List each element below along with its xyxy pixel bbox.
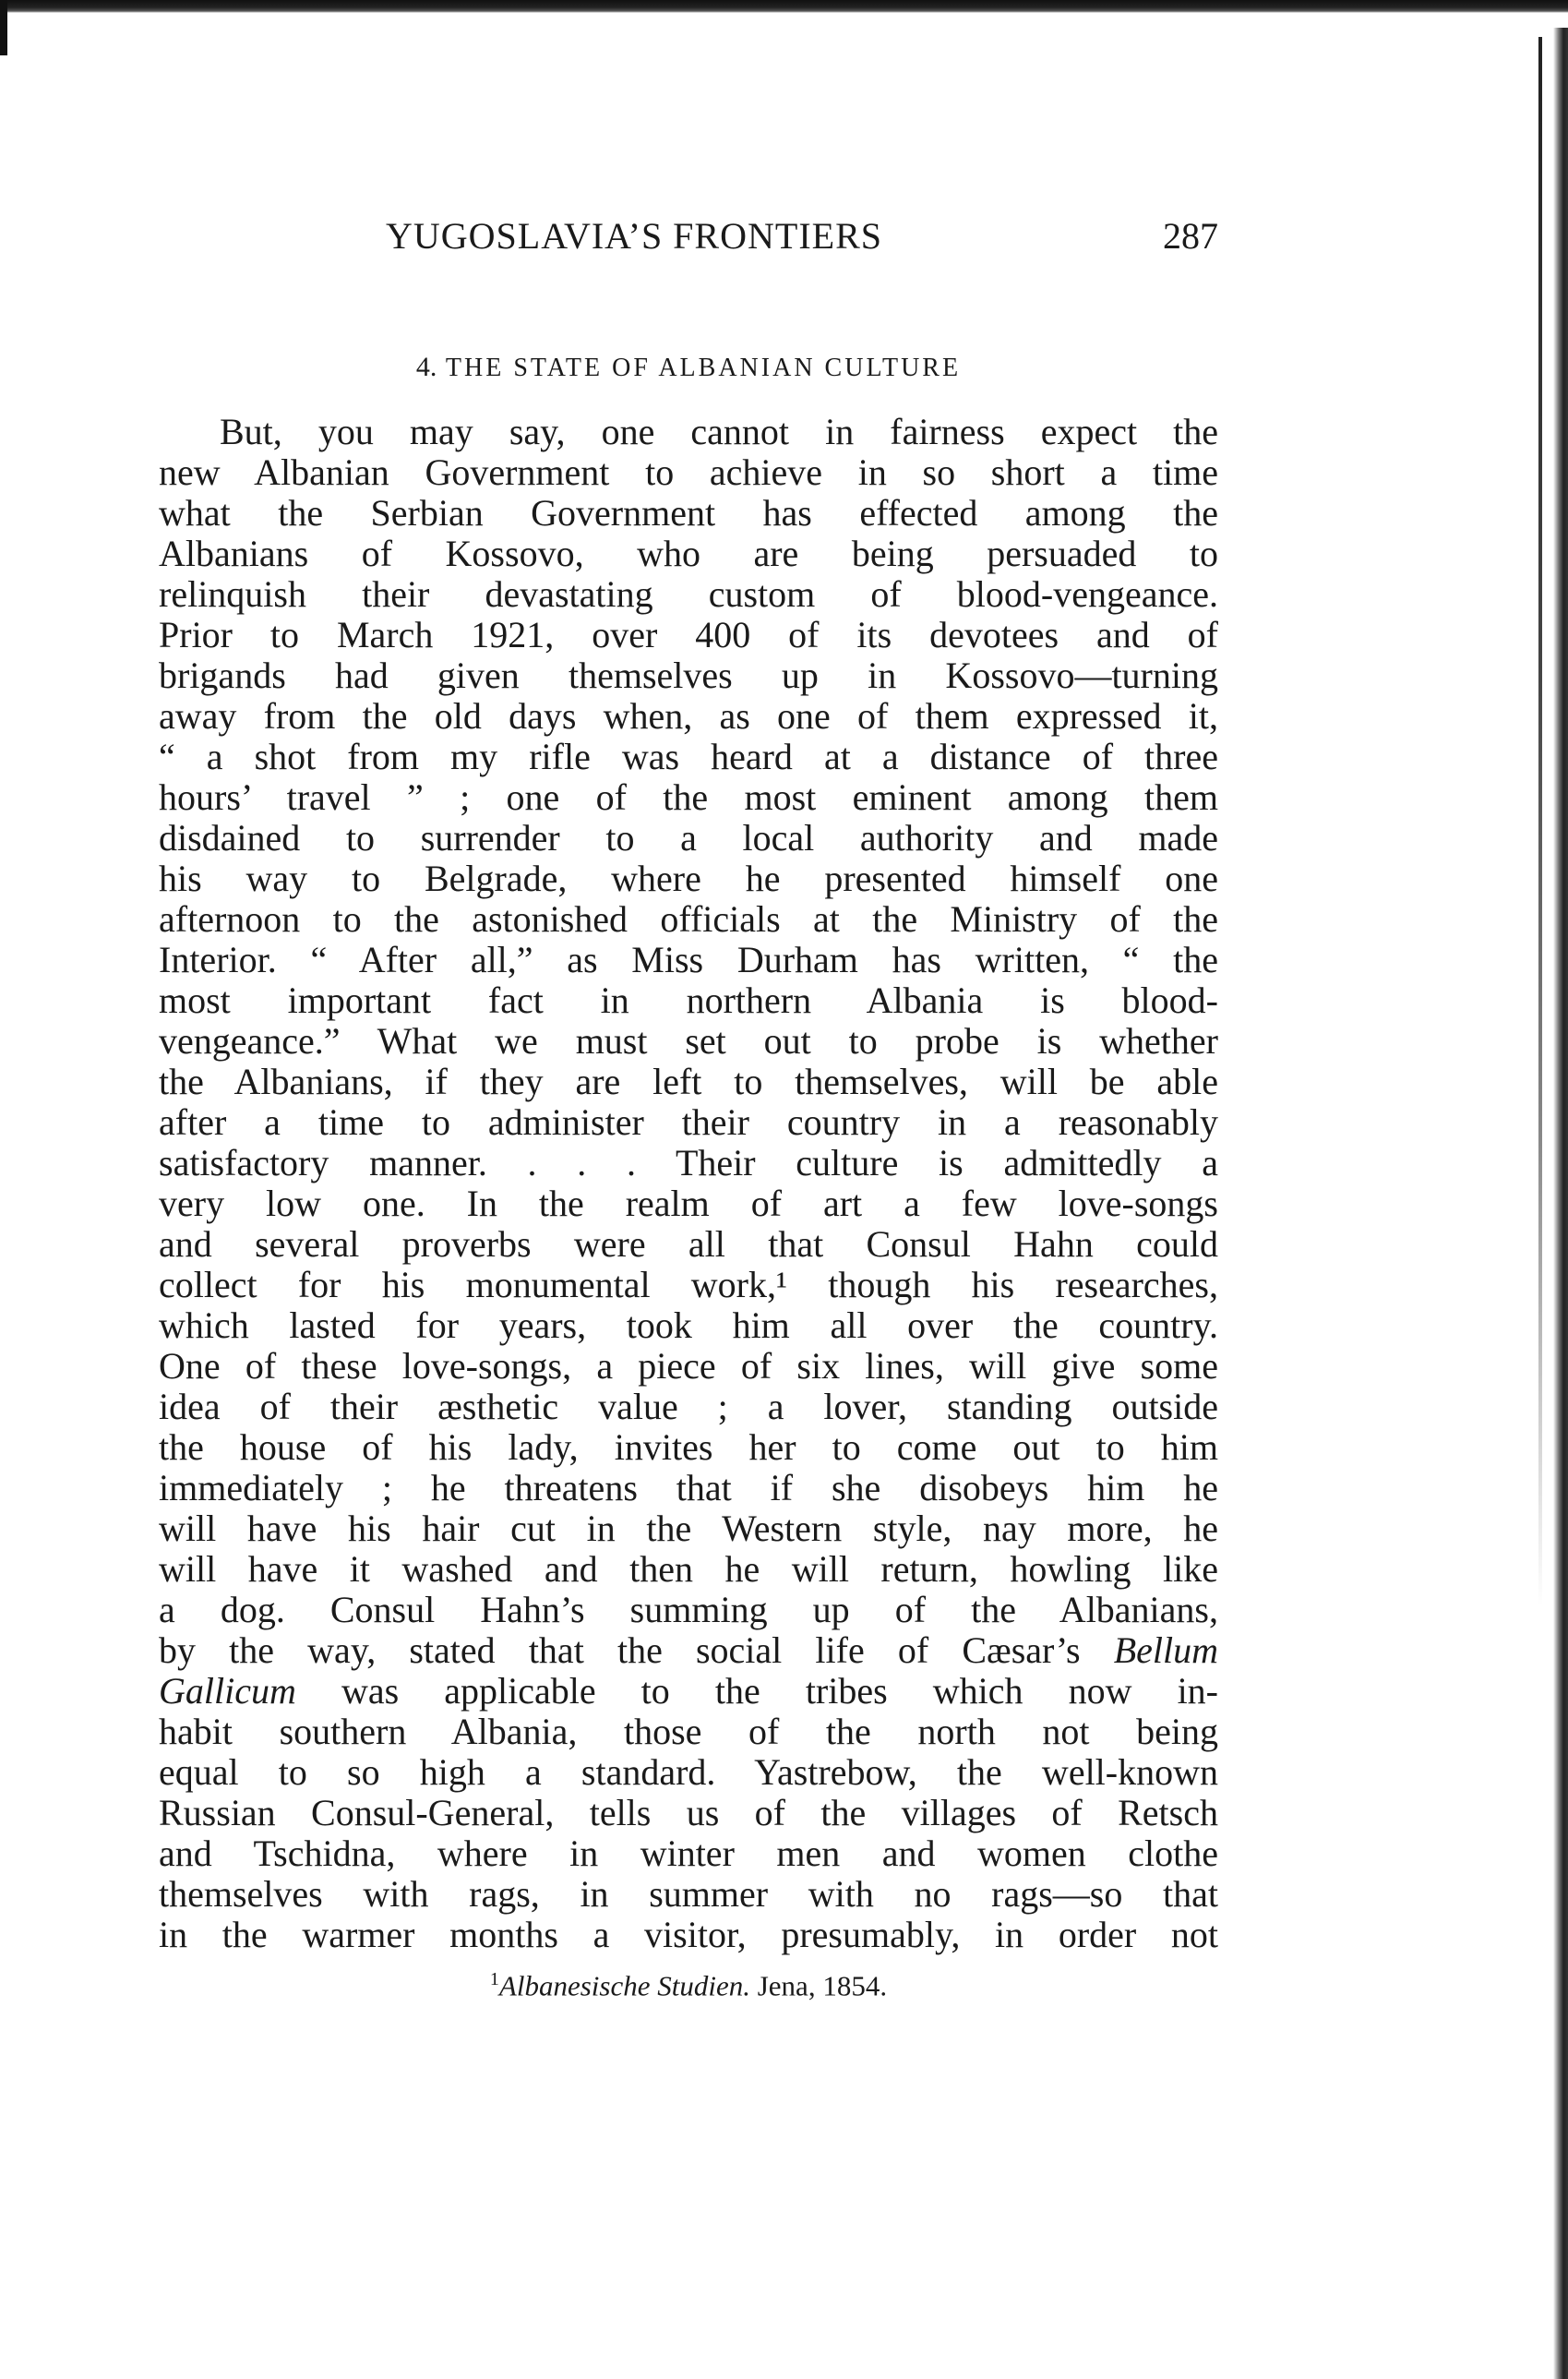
body-line: and Tschidna, where in winter men and women clothe: [159, 1832, 1218, 1874]
scan-edge-top: [0, 0, 1568, 13]
body-line: Russian Consul-General, tells us of the villages of Retsch: [159, 1792, 1218, 1833]
body-line: away from the old days when, as one of them expressed it,: [159, 695, 1218, 737]
body-line: hours’ travel ” ; one of the most eminent among them: [159, 776, 1218, 818]
body-line: Gallicum was applicable to the tribes which now in-: [159, 1670, 1218, 1712]
body-line: a dog. Consul Hahn’s summing up of the Albanians,: [159, 1589, 1218, 1630]
body-line: the Albanians, if they are left to themselves, will be able: [159, 1061, 1218, 1102]
body-line: will have his hair cut in the Western style, nay more, he: [159, 1508, 1218, 1549]
body-line: Albanians of Kossovo, who are being persuaded to: [159, 533, 1218, 574]
body-line: afternoon to the astonished officials at the Ministry of the: [159, 898, 1218, 940]
body-paragraph: [159, 412, 1218, 1955]
body-line: themselves with rags, in summer with no rags—so that: [159, 1873, 1218, 1915]
body-line: Prior to March 1921, over 400 of its devotees and of: [159, 614, 1218, 655]
page-number: 287: [1163, 215, 1218, 257]
body-line: equal to so high a standard. Yastrebow, the well-known: [159, 1751, 1218, 1793]
footnote: [159, 1969, 1218, 2002]
body-line: most important fact in northern Albania is blood-: [159, 979, 1218, 1021]
running-head: [159, 214, 1218, 260]
body-line: the house of his lady, invites her to come out to him: [159, 1426, 1218, 1468]
scan-edge-right-bar: [1538, 37, 1542, 1606]
body-line: relinquish their devastating custom of blood-vengeance.: [159, 573, 1218, 615]
body-line: by the way, stated that the social life of Cæsar’s Bellum: [159, 1629, 1218, 1671]
body-line: new Albanian Government to achieve in so short a time: [159, 451, 1218, 493]
body-line: and several proverbs were all that Consul Hahn could: [159, 1223, 1218, 1265]
body-line: Interior. “ After all,” as Miss Durham has written, “ the: [159, 939, 1218, 980]
body-line: One of these love-songs, a piece of six lines, will give some: [159, 1345, 1218, 1387]
body-line: after a time to administer their country in a reasonably: [159, 1101, 1218, 1143]
body-line: will have it washed and then he will return, howling like: [159, 1548, 1218, 1590]
body-line: which lasted for years, took him all over the country.: [159, 1304, 1218, 1346]
body-line: in the warmer months a visitor, presumably, in order not: [159, 1914, 1218, 1955]
body-line: But, you may say, one cannot in fairness expect the: [220, 411, 1218, 452]
footnote-marker: 1: [489, 1969, 499, 1989]
body-line: habit southern Albania, those of the north not being: [159, 1711, 1218, 1752]
body-line: disdained to surrender to a local authority and made: [159, 817, 1218, 859]
body-line: “ a shot from my rifle was heard at a distance of three: [159, 736, 1218, 777]
running-title: YUGOSLAVIA’S FRONTIERS: [386, 215, 882, 257]
body-line: his way to Belgrade, where he presented himself one: [159, 858, 1218, 899]
scan-edge-left: [0, 0, 7, 55]
body-line: immediately ; he threatens that if she disobeys him he: [159, 1467, 1218, 1508]
body-line: satisfactory manner. . . . Their culture is admittedly a: [159, 1142, 1218, 1183]
body-line: vengeance.” What we must set out to probe is whether: [159, 1020, 1218, 1062]
footnote-title: Albanesische Studien.: [498, 1969, 750, 2002]
body-line: idea of their æsthetic value ; a lover, standing outside: [159, 1386, 1218, 1427]
footnote-rest: Jena, 1854.: [757, 1969, 888, 2002]
section-number: 4.: [415, 352, 437, 382]
body-line: brigands had given themselves up in Kossovo—turning: [159, 655, 1218, 696]
scan-edge-right: [1553, 28, 1568, 2379]
body-line: very low one. In the realm of art a few love-songs: [159, 1183, 1218, 1224]
section-title: THE STATE OF ALBANIAN CULTURE: [445, 354, 962, 382]
body-line: what the Serbian Government has effected among the: [159, 492, 1218, 534]
section-heading: [159, 352, 1218, 383]
body-line: collect for his monumental work,¹ though his researches,: [159, 1264, 1218, 1305]
